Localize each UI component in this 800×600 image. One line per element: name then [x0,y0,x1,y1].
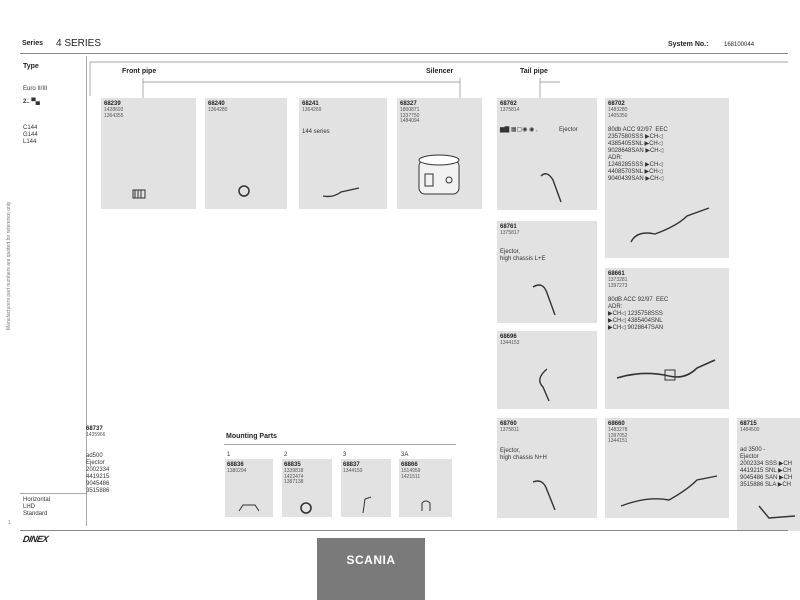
part-refs: 1428692 1364355 [104,107,124,119]
part-card[interactable] [497,331,597,409]
brand-label: SCANIA [346,553,396,567]
type-title: Type [23,63,39,70]
euro-label: Euro II/III [23,86,48,92]
series-label: Series [22,40,44,47]
brand-tab [317,538,425,600]
system-value: 168100044 [724,42,755,48]
axle-icon: 2.. ▀▄ [23,99,40,105]
part-number: 68835 [284,462,301,468]
footer-rule [20,530,788,531]
part-number: 68866 [401,462,418,468]
bracket-icon [237,503,261,513]
part-number: 68762 [500,101,517,107]
part-refs: 1375817 [500,230,520,236]
tail-pipe-icon [613,352,721,400]
part-card[interactable] [737,418,800,531]
system-label: System No.: [668,41,709,48]
part-number: 68239 [104,101,121,107]
mounting-parts-heading: Mounting Parts [226,433,277,440]
part-number: 68240 [208,101,225,107]
mounting-rule [224,444,456,445]
part-refs: 1375814 [500,107,520,113]
part-refs: 1483280 1405350 [608,107,628,119]
part-number: 68837 [343,462,360,468]
part-desc: ad500 Ejector 2002334 4419215 9045486 3515886 [86,452,110,494]
part-refs: 1364280 [208,107,228,113]
part-number: 68702 [608,101,625,107]
part-desc: Ejector [559,127,578,133]
part-refs: 1514959 1421511 [401,468,421,480]
bracket-icon [359,495,373,515]
dinex-logo: DINEX [22,534,49,544]
part-card[interactable] [605,98,729,258]
part-desc: 144 series [302,129,330,135]
tail-pipe-icon [537,166,577,208]
type-footer: Horizontal LHD Standard [23,497,51,517]
silencer-icon [415,150,467,202]
mount-card[interactable] [282,459,332,517]
mount-index: 3A [401,452,409,458]
hanger-icon [419,499,433,513]
part-card[interactable] [205,98,287,209]
part-number: 68241 [302,101,319,107]
part-refs: 1435966 [86,432,106,438]
left-part[interactable] [86,426,109,495]
part-desc: Ejector, high chassis L+E [500,249,546,262]
part-refs: 1344150 [343,468,363,474]
tail-pipe-icon [627,200,717,250]
connector-icons: ▆▇ ▦▢◉ ◉ , [500,127,538,133]
tail-pipe-heading: Tail pipe [520,68,548,75]
tail-pipe-icon [757,502,797,526]
part-card[interactable] [605,418,729,518]
part-desc: 80dB ACC 92/97 EEC ADR: ▶CH◁ 1235758SSS ▶CH◁ 4385404SNL ▶CH◁ 9028647SAN [608,297,669,331]
part-number: 68660 [608,421,625,427]
mount-card[interactable] [225,459,273,517]
part-refs: 1484500 [740,427,760,433]
mount-index: 1 [227,452,231,458]
part-card[interactable] [497,98,597,210]
side-note: Manufacturers part numbers are quoted for reference only [6,201,12,330]
clamp-icon [298,501,314,515]
mount-index: 2 [284,452,288,458]
part-desc: Ejector, high chassis N+H [500,448,547,461]
part-refs: 1373281 1397273 [608,277,628,289]
page-number: 1 [8,520,11,526]
tail-pipe-icon [529,279,569,321]
part-number: 68715 [740,421,757,427]
part-refs: 1344153 [500,340,520,346]
part-number: 68661 [608,271,625,277]
part-number: 68836 [227,462,244,468]
part-number: 68737 [86,426,103,432]
mount-index: 3 [343,452,347,458]
part-refs: 1483278 1397052 1344151 [608,427,628,444]
part-number: 68327 [400,101,417,107]
part-card[interactable] [497,221,597,323]
silencer-heading: Silencer [426,68,454,75]
part-refs: 1339818 1422474 1387138 [284,468,304,485]
part-number: 68760 [500,421,517,427]
model-list: C144 G144 L144 [23,125,38,145]
part-refs: 1364269 [302,107,322,113]
part-desc: ad 3500 - Ejector 2002334 SSS ▶CH 4419215 SNL ▶CH 9045486 SAN ▶CH 3515886 SLA ▶CH [740,447,793,488]
tail-pipe-icon [533,365,565,405]
part-refs: 1800871 1337750 1484094 [400,107,420,124]
mount-card[interactable] [399,459,452,517]
front-pipe-icon [131,186,151,202]
tail-pipe-icon [529,476,569,516]
part-card[interactable] [101,98,196,209]
part-desc: 80db ACC 92/97 EEC 2357580SSS ▶CH◁ 4385405SNL ▶CH◁ 9028648SAN ▶CH◁ ADR: 1248285SSS ▶CH◁ 4408570SNL ▶CH◁ 9040439SAN ▶CH◁ [608,127,668,182]
bent-pipe-icon [321,184,365,202]
part-card[interactable] [605,268,729,409]
part-refs: 1375811 [500,427,520,433]
part-refs: 1380294 [227,468,247,474]
clamp-icon [237,184,251,198]
tail-pipe-icon [617,470,721,514]
part-number: 68696 [500,334,517,340]
series-value: 4 SERIES [56,38,102,49]
part-number: 68761 [500,224,517,230]
part-card[interactable] [397,98,482,209]
part-card[interactable] [299,98,387,209]
front-pipe-heading: Front pipe [122,68,157,75]
mount-card[interactable] [341,459,391,517]
part-card[interactable] [497,418,597,518]
